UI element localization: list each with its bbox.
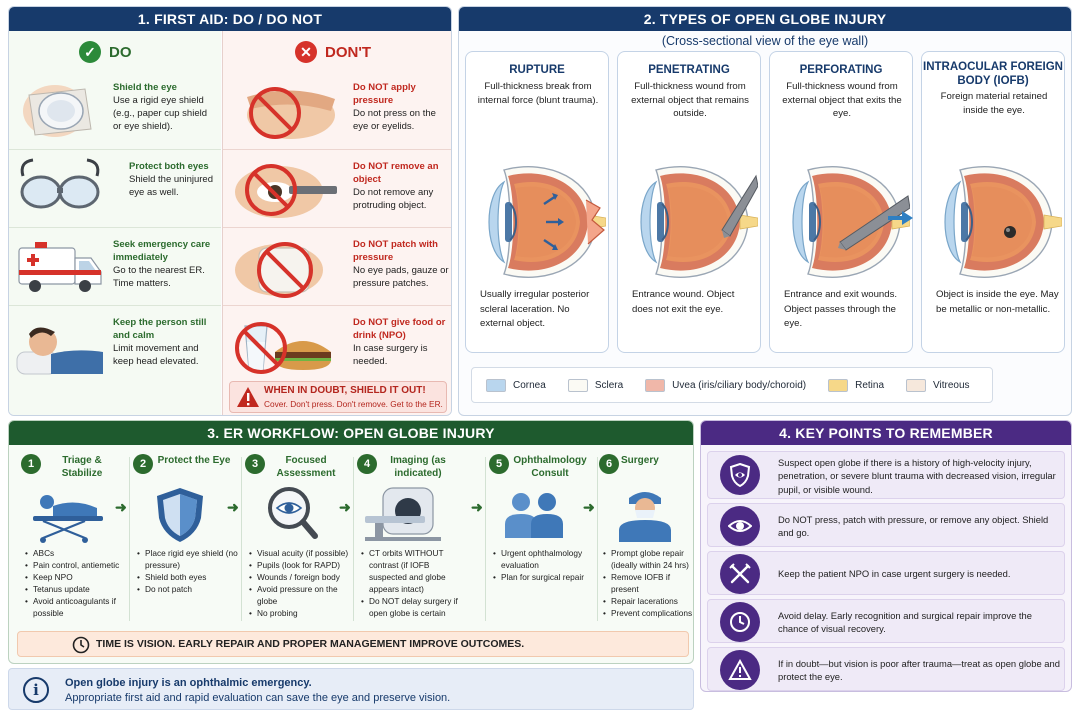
type-description: Full-thickness wound from external object that remains outside. (631, 81, 749, 119)
dont-item-title: Do NOT remove an object (353, 161, 439, 185)
legend-item: Uvea (iris/ciliary body/choroid) (645, 379, 806, 392)
key-point: Suspect open globe if there is a history of high-velocity injury, penetration, or severe blunt trauma with decreased vision, irregular pupil, or visible wound. (707, 451, 1065, 499)
step-title: Ophthalmology Consult (513, 455, 587, 479)
type-note: Entrance wound. Object does not exit the eye. (632, 289, 735, 315)
type-title: RUPTURE (509, 64, 565, 76)
info-icon: i (23, 677, 49, 703)
first-aid-panel (8, 6, 452, 416)
dont-item-text: In case surgery is needed. (353, 343, 428, 367)
er-workflow-title: 3. ER WORKFLOW: OPEN GLOBE INJURY (9, 421, 693, 445)
exit-arrow-icon (888, 210, 914, 226)
step-title: Imaging (as indicated) (390, 455, 446, 479)
resting-person-icon (15, 312, 105, 378)
do-title: DO (109, 43, 132, 61)
ambulance-icon (15, 234, 105, 300)
key-point: If in doubt—but vision is poor after trauma—treat as open globe and protect the eye. (707, 647, 1065, 691)
dont-item (223, 227, 451, 305)
step-title: Triage & Stabilize (61, 455, 103, 479)
type-note: Object is inside the eye. May be metallic or non-metallic. (936, 289, 1059, 315)
magnifier-eye-icon (249, 484, 335, 544)
check-icon: ✓ (79, 41, 101, 63)
do-item-title: Seek emergency care immediately (113, 239, 211, 263)
fork-knife-icon (720, 554, 760, 594)
warning-text: Cover. Don't press. Don't remove. Get to the ER. (264, 399, 443, 409)
arrow-right-icon: ➜ (227, 499, 239, 515)
arrow-right-icon: ➜ (115, 499, 127, 515)
do-item-text: Go to the nearest ER. Time matters. (113, 265, 205, 289)
dont-title: DON'T (325, 43, 372, 61)
shield-icon (137, 484, 223, 544)
dont-item (223, 305, 451, 383)
type-title: PERFORATING (799, 64, 883, 76)
legend-item: Retina (828, 379, 884, 392)
injury-types-subtitle: (Cross-sectional view of the eye wall) (661, 34, 869, 48)
dont-column (222, 31, 451, 415)
injury-types-panel (458, 6, 1072, 416)
step-bullets: • Visual acuity (if possible) • Pupils (look for RAPD) • Wounds / foreign body • Avoid pressure on the globe • No probing (249, 547, 351, 619)
dont-item-text: Do not press on the eye or eyelids. (353, 108, 436, 132)
do-item-text: Limit movement and keep head elevated. (113, 343, 199, 367)
doctors-icon (493, 484, 579, 544)
do-item (9, 149, 221, 227)
surgeon-icon (603, 484, 689, 544)
penetrating-card (617, 51, 761, 353)
key-points-panel (700, 420, 1072, 692)
warning-icon (720, 650, 760, 690)
rupture-eye-diagram (474, 160, 606, 284)
penetrating-eye-diagram (626, 160, 758, 284)
shield-eye-icon (720, 455, 760, 495)
eye-icon (720, 506, 760, 546)
type-description: Full-thickness break from internal force (blunt trauma). (477, 81, 599, 106)
eye-patch-icon (231, 234, 343, 300)
rupture-card (465, 51, 609, 353)
object-in-eye-icon (231, 156, 343, 222)
do-item (9, 305, 221, 383)
injury-types-title: 2. TYPES OF OPEN GLOBE INJURY (459, 7, 1071, 31)
warning-title: WHEN IN DOUBT, SHIELD IT OUT! (264, 385, 426, 396)
do-item-title: Shield the eye (113, 82, 177, 93)
type-title: PENETRATING (648, 64, 730, 76)
iofb-eye-diagram (930, 160, 1062, 284)
clock-icon (720, 602, 760, 642)
clock-icon (72, 636, 90, 654)
dont-item (223, 71, 451, 149)
step-bullets: • Urgent ophthalmology evaluation • Plan for surgical repair (493, 547, 595, 583)
do-item-title: Protect both eyes (129, 161, 209, 172)
er-workflow-panel: 3. ER WORKFLOW: OPEN GLOBE INJURY 1 Triage & Stabilize • ABCs • Pain control, antiemetic • Keep NPO • Tetanus update • Avoid anticoagulants if possible ➜ 2 Protect the Eye • Place rigid eye shield (no pressure) • Shield both eyes • Do not patch ➜ 3 Focused Assessment • Visual acuity (if possible) • Pupils (look for RAPD) • Wounds / foreign body • Avoid pressure on the globe • No probing ➜ 4 Imaging (as indicated) • CT orbits WITHOUT contrast (if IOFB suspected and globe appears intact) • Do NOT delay surgery if open globe is certain ➜ 5 Ophthalmology Consult • Urgent ophthalmology evaluation • Plan for surgical repair ➜ 6 Surgery • Prompt globe repair (ideally within 24 hrs) • Remove IOFB if present • Repair lacerations • Prevent complications TIME IS VISION. EARLY REPAIR AND PROPER MANAGEMENT IMPROVE OUTCOMES. (8, 420, 694, 664)
warning-icon (236, 386, 260, 408)
type-note: Entrance and exit wounds. Object passes through the eye. (784, 289, 898, 329)
dont-item-title: Do NOT patch with pressure (353, 239, 438, 263)
arrow-right-icon: ➜ (583, 499, 595, 515)
do-item (9, 71, 221, 149)
do-item-title: Keep the person still and calm (113, 317, 207, 341)
step-bullets: • Prompt globe repair (ideally within 24 hrs) • Remove IOFB if present • Repair lacerations • Prevent complications (603, 547, 694, 619)
step-bullets: • Place rigid eye shield (no pressure) • Shield both eyes • Do not patch (137, 547, 239, 595)
key-point: Do NOT press, patch with pressure, or remove any object. Shield and go. (707, 503, 1065, 547)
emergency-footer (8, 668, 694, 710)
step-title: Protect the Eye (157, 455, 231, 466)
eye-anatomy-legend (471, 367, 993, 403)
type-title: INTRAOCULAR FOREIGN BODY (IOFB) (923, 61, 1063, 87)
first-aid-title: 1. FIRST AID: DO / DO NOT (9, 7, 451, 31)
step-title: Surgery (621, 455, 659, 466)
type-note: Usually irregular posterior scleral laceration. No external object. (480, 289, 590, 329)
dont-item-title: Do NOT give food or drink (NPO) (353, 317, 446, 341)
pressing-hand-icon (231, 77, 343, 143)
iofb-card (921, 51, 1065, 353)
arrow-right-icon: ➜ (471, 499, 483, 515)
perforating-card (769, 51, 913, 353)
eye-shield-icon (15, 77, 105, 143)
type-description: Full-thickness wound from external object that exits the eye. (782, 81, 902, 119)
ct-scanner-icon (361, 484, 447, 544)
legend-item: Sclera (568, 379, 623, 392)
food-drink-icon (231, 312, 343, 378)
time-is-vision-banner: TIME IS VISION. EARLY REPAIR AND PROPER MANAGEMENT IMPROVE OUTCOMES. (17, 631, 689, 657)
do-item-text: Shield the uninjured eye as well. (129, 174, 213, 198)
key-points-title: 4. KEY POINTS TO REMEMBER (701, 421, 1071, 445)
legend-item: Vitreous (906, 379, 970, 392)
dont-item-title: Do NOT apply pressure (353, 82, 416, 106)
dont-item-text: No eye pads, gauze or pressure patches. (353, 265, 449, 289)
do-item (9, 227, 221, 305)
step-title: Focused Assessment (276, 455, 336, 479)
step-bullets: • CT orbits WITHOUT contrast (if IOFB suspected and globe appears intact) • Do NOT delay surgery if open globe is certain (361, 547, 463, 619)
stretcher-icon (25, 484, 111, 544)
warning-box (229, 381, 447, 413)
step-bullets: • ABCs • Pain control, antiemetic • Keep NPO • Tetanus update • Avoid anticoagulants if possible (25, 547, 127, 619)
arrow-right-icon: ➜ (339, 499, 351, 515)
key-point: Avoid delay. Early recognition and surgical repair improve the chance of visual recovery. (707, 599, 1065, 643)
dont-item-text: Do not remove any protruding object. (353, 187, 434, 211)
legend-item: Cornea (486, 379, 546, 392)
dont-item (223, 149, 451, 227)
x-icon: ✕ (295, 41, 317, 63)
footer-line-1: Open globe injury is an ophthalmic emergency. (65, 677, 312, 689)
footer-line-2: Appropriate first aid and rapid evaluation can save the eye and preserve vision. (65, 692, 451, 704)
key-point: Keep the patient NPO in case urgent surgery is needed. (707, 551, 1065, 595)
do-column (9, 31, 221, 415)
type-description: Foreign material retained inside the eye. (940, 91, 1048, 116)
do-item-text: Use a rigid eye shield (e.g., paper cup shield or eye shield). (113, 95, 208, 132)
goggles-icon (15, 156, 105, 222)
